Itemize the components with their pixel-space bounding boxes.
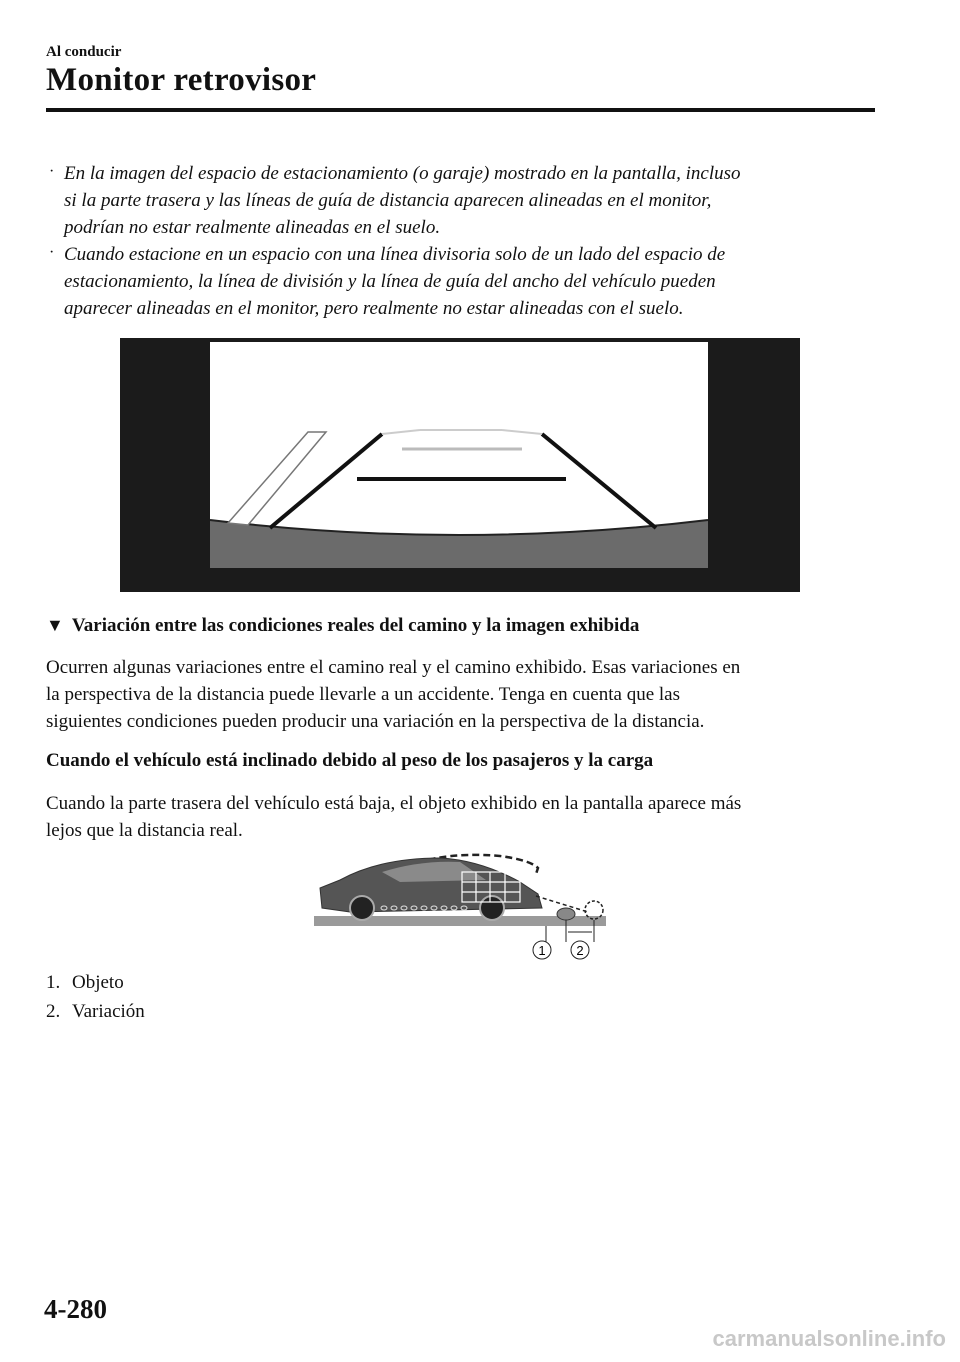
figure-legend xyxy=(46,968,145,1026)
title-rule xyxy=(46,108,875,112)
section-subheading xyxy=(46,615,639,637)
bullet-dot-icon: · xyxy=(49,163,55,180)
section-label: Al conducir xyxy=(46,44,122,60)
note-item xyxy=(46,241,876,322)
note-text: Cuando estacione en un espacio con una línea divisoria solo de un lado del espacio de estacionamiento, la línea de división y la línea de guía del ancho del vehículo pueden aparecer alineadas en el monitor, pero realmente no estar alineadas con el suelo. xyxy=(64,244,726,319)
notes-list xyxy=(46,160,876,322)
note-text: En la imagen del espacio de estacionamiento (o garaje) mostrado en la pantalla, incluso si la parte trasera y las líneas de guía de distancia aparecen alineadas en el monitor, podrían no estar realmente alineadas en el suelo. xyxy=(64,163,741,238)
rear-wheel xyxy=(480,896,504,920)
condition-paragraph: Cuando la parte trasera del vehículo está baja, el objeto exhibido en la pantalla aparece más lejos que la distancia real. xyxy=(46,793,742,841)
front-wheel xyxy=(350,896,374,920)
tilted-car-illustration xyxy=(310,846,610,964)
callout-1-label: 1 xyxy=(538,943,546,958)
legend-item: 1. Objeto xyxy=(46,972,124,993)
subheading-text: Variación entre las condiciones reales del camino y la imagen exhibida xyxy=(71,615,640,636)
callout-2-label: 2 xyxy=(576,943,584,958)
intro-paragraph: Ocurren algunas variaciones entre el camino real y el camino exhibido. Esas variaciones en la perspectiva de la distancia puede llevarle a un accidente. Tenga en cuenta que las siguientes condiciones pueden producir una variación en la perspectiva de la distancia. xyxy=(46,657,741,732)
triangle-down-icon: ▼ xyxy=(46,615,64,635)
bullet-dot-icon: · xyxy=(49,244,55,261)
note-item xyxy=(46,160,876,241)
condition-heading: Cuando el vehículo está inclinado debido al peso de los pasajeros y la carga xyxy=(46,750,654,771)
page-number: 4-280 xyxy=(44,1294,107,1324)
object-marker xyxy=(557,908,575,920)
legend-item: 2. Variación xyxy=(46,1001,145,1022)
watermark: carmanualsonline.info xyxy=(712,1326,946,1351)
rear-camera-illustration xyxy=(120,338,800,592)
page-title: Monitor retrovisor xyxy=(46,62,317,98)
